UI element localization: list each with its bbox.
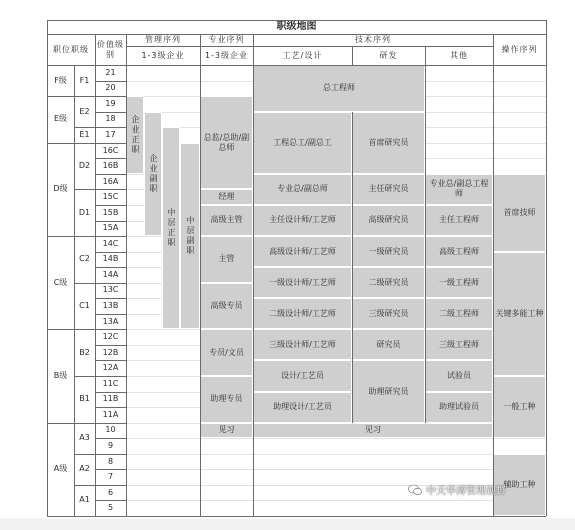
watermark [408,482,506,497]
grid-line [47,143,74,144]
subband-label: C1 [79,301,90,310]
grade-cell: 12A [102,363,119,373]
grid-line [74,454,95,455]
tech-process-9: 助理设计/工艺员 [253,392,352,423]
grade-cell: 15A [102,223,119,233]
grade-cell: 9 [107,440,114,450]
watermark-text: 中天华溥管理视野 [426,486,506,497]
mgmt-enterprise-deputy: 企业副职 [144,112,162,236]
grid-line [352,46,353,65]
grade-cell: 16A [102,176,119,186]
tech-other-4: 一级工程师 [425,267,493,298]
grid-line [47,423,74,424]
band-label: B级 [53,370,68,380]
grade-cell: 15B [102,207,119,217]
band-label: A级 [53,464,68,474]
grade-cell: 19 [105,98,116,108]
tech-other-7: 试验员 [425,360,493,391]
grid-line [95,360,126,361]
grid-line [425,46,426,65]
grid-line [74,236,95,237]
page-title: 职级地图 [276,21,317,32]
prof-manager: 经理 [200,189,253,205]
subband-label: D1 [78,207,91,217]
grid-line [74,65,75,516]
op-chief-technician: 首席技师 [493,174,546,252]
grid-line [95,158,126,159]
grade-cell: 11B [102,394,119,404]
grid-line [95,96,126,97]
grid-line [95,423,126,424]
tech-rd-7: 研究员 [352,329,425,360]
grid-line [95,314,126,315]
grid-line [74,329,95,330]
grid-line [95,407,126,408]
mgmt-enterprise-head: 企业正职 [126,96,144,174]
grid-line [95,252,126,253]
grid-line [95,112,126,113]
grid-line [95,376,126,377]
tech-other-2: 主任工程师 [425,205,493,236]
grid-line [74,189,95,190]
grid-line-light [126,454,546,455]
grade-cell: 14B [102,254,119,264]
grade-cell: 5 [107,503,114,513]
grade-cell: 13B [102,301,119,311]
tech-other-3: 高级工程师 [425,236,493,267]
tech-rd-4: 一级研究员 [352,236,425,267]
header-tech-process: 工艺/设计 [282,50,323,60]
subband-label: A3 [79,433,90,443]
prof-senior-specialist: 高级专员 [200,283,253,330]
grid-line [95,438,126,439]
subband-label: B1 [79,394,90,404]
grade-cell: 17 [105,129,116,139]
prof-senior-supervisor: 高级主管 [200,205,253,236]
grid-line [47,329,74,330]
mgmt-middle-head: 中层正职 [162,127,180,329]
grid-line [95,221,126,222]
grade-cell: 13C [102,285,119,295]
grid-line [95,500,126,501]
page-footer-strip [0,518,575,530]
grade-cell: 11C [102,378,119,388]
wechat-icon [408,484,422,496]
table-border-bottom [47,516,546,517]
header-management-sub: 1-3级企业 [141,50,185,60]
grid-line [47,96,74,97]
tech-other-8: 助理试验员 [425,392,493,423]
grid-line-light [126,438,546,439]
prof-assistant-specialist: 助理专员 [200,376,253,423]
prof-specialist: 专员/文员 [200,329,253,376]
subband-label: B2 [79,347,90,357]
band-label: E级 [53,114,68,124]
grade-cell: 14C [102,238,119,248]
tech-process-5: 一级设计师/工艺师 [253,267,352,298]
grade-cell: 16B [102,161,119,171]
tech-process-6: 二级设计师/工艺师 [253,298,352,329]
grid-line [47,34,546,35]
grid-line [95,345,126,346]
header-professional-sub: 1-3级企业 [204,50,249,60]
grade-cell: 13A [102,316,119,326]
grid-line [74,376,95,377]
grid-line [95,34,96,516]
grid-line [425,65,426,423]
header-grade: 价值级别 [97,39,124,59]
op-key-multiskill: 关键多能工种 [493,252,546,376]
header-technical: 技术序列 [355,35,391,44]
grid-line [74,96,95,97]
grid-line [95,174,126,175]
grid-line [95,189,126,190]
prof-intern: 见习 [200,423,253,439]
subband-label: C2 [79,254,90,264]
tech-process-7: 三级设计师/工艺师 [253,329,352,360]
prof-supervisor: 主管 [200,236,253,283]
grid-line [47,236,74,237]
tech-rd-3: 高级研究员 [352,205,425,236]
grid-line-light [126,500,546,501]
grid-line [95,236,126,237]
tech-process-8: 设计/工艺员 [253,360,352,391]
grade-cell: 15C [102,192,119,202]
grid-line [74,283,95,284]
grid-line [95,267,126,268]
grade-cell: 10 [105,425,116,435]
header-tech-other: 其他 [450,50,468,60]
tech-process-1: 工程总工/副总工 [253,112,352,174]
grade-cell: 12B [102,347,119,357]
tech-intern: 见习 [253,423,493,439]
band-label: C级 [53,277,68,287]
grade-cell: 6 [107,487,114,497]
subband-label: E1 [79,129,90,139]
tech-chief-engineer: 总工程师 [253,65,425,112]
grid-line [95,283,126,284]
grid-line [95,81,126,82]
prof-director: 总监/总助/副总师 [200,96,253,189]
grid-line [200,34,201,516]
grid-line [47,65,546,66]
grid-line [74,423,95,424]
grid-line [95,298,126,299]
tech-rd-1: 首席研究员 [352,112,425,174]
grade-cell: 8 [107,456,114,466]
grade-cell: 18 [105,114,116,124]
grade-cell: 12C [102,332,119,342]
subband-label: A1 [79,495,90,505]
grid-line [74,485,95,486]
tech-process-3: 主任设计师/工艺师 [253,205,352,236]
band-label: D级 [53,184,68,194]
grid-line [74,127,95,128]
op-auxiliary: 辅助工种 [493,454,546,516]
grid-line [95,454,126,455]
grid-line [74,143,95,144]
tech-rd-5: 二级研究员 [352,267,425,298]
grade-cell: 7 [107,472,114,482]
grade-cell: 11A [102,409,119,419]
grid-line [95,469,126,470]
tech-other-1: 专业总/副总工程师 [425,174,493,205]
grid-line [95,143,126,144]
grid-line [95,329,126,330]
op-general: 一般工种 [493,376,546,438]
header-tech-rd: 研发 [379,50,398,60]
subband-label: D2 [78,161,91,171]
grade-cell: 20 [105,83,116,93]
grid-line [253,34,254,516]
header-professional: 专业序列 [208,35,245,44]
grid-line-light [126,469,546,470]
grid-line [95,127,126,128]
subband-label: A2 [79,464,90,474]
subband-label: F1 [79,75,90,85]
mgmt-middle-deputy: 中层副职 [180,143,200,330]
grid-line [95,205,126,206]
grade-cell: 14A [102,269,119,279]
grade-cell: 21 [105,67,116,77]
tech-rd-8: 助理研究员 [352,360,425,422]
grid-line [95,485,126,486]
band-label: F级 [54,75,67,85]
header-operation: 操作序列 [501,44,538,54]
grid-line [352,112,353,423]
tech-rd-2: 主任研究员 [352,174,425,205]
grid-line [493,34,494,516]
tech-other-5: 二级工程师 [425,298,493,329]
table-border-left [47,20,48,516]
header-management: 管理序列 [145,35,181,44]
tech-rd-6: 三级研究员 [352,298,425,329]
subband-label: E2 [79,106,90,116]
header-rank: 职位职级 [53,44,89,54]
grid-line [126,34,127,516]
table-border-top [47,20,546,21]
table-border-right [546,20,547,516]
tech-other-6: 三级工程师 [425,329,493,360]
grid-line [126,46,493,47]
tech-process-4: 高级设计师/工艺师 [253,236,352,267]
grid-line [95,392,126,393]
tech-process-2: 专业总/副总师 [253,174,352,205]
grade-cell: 16C [102,145,119,155]
